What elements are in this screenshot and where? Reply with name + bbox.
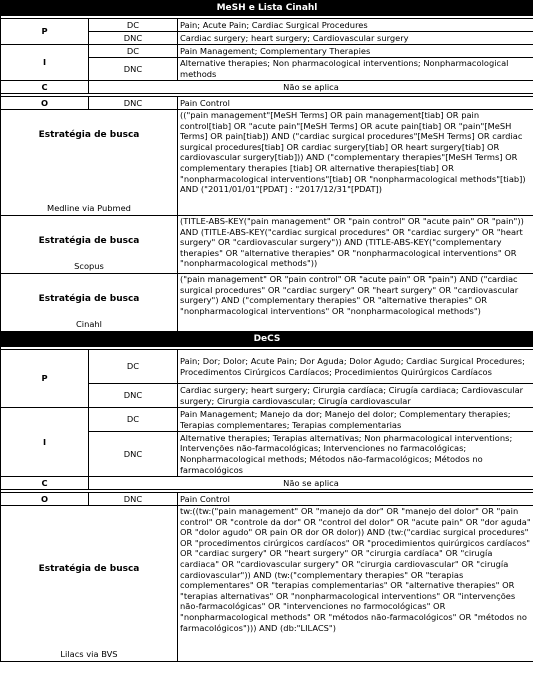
- strategy-label: Estratégia de busca: [38, 130, 140, 140]
- query-cinahl: ("pain management" OR "pain control" OR "acute pain" OR "pain") AND ("cardiac surgical procedures" OR "cardiac surgery" OR "heart surgery" OR "cardiovascular surgery") AND ("complementary therapies" OR "alternative therapies" OR "nonpharmacological interventions" OR "nonpharmacological methods"): [178, 274, 533, 332]
- strategy-label: Estratégia de busca: [38, 236, 140, 246]
- database-name: Cinahl: [75, 319, 102, 330]
- mesh-p-dc-text: Pain; Acute Pain; Cardiac Surgical Procedures: [178, 19, 533, 32]
- database-name: Scopus: [74, 261, 104, 272]
- decs-c-text: Não se aplica: [89, 477, 533, 490]
- mesh-o-key: O: [1, 97, 89, 110]
- decs-o-key: O: [1, 493, 89, 506]
- mesh-c-key: C: [1, 81, 89, 94]
- decs-i-dnc-text: Alternative therapies; Terapias alternativas; Non pharmacological interventions; Intervenções não-farmacológicas; Intervenciones no farmacológicas; Nonpharmacological methods; Métodos não-farmacológicos; Métodos no farmacológicos: [178, 432, 533, 477]
- strategy-cell-cinahl: [1, 274, 178, 332]
- strategy-cell-lilacs: [1, 506, 178, 662]
- strategy-label: Estratégia de busca: [38, 294, 140, 304]
- decs-i-dc-text: Pain Management; Manejo da dor; Manejo del dolor; Complementary therapies; Terapias complementares; Terapias complementarias: [178, 408, 533, 432]
- decs-o-dnc-label: DNC: [89, 493, 178, 506]
- mesh-p-key: P: [1, 19, 89, 45]
- mesh-p-dnc-label: DNC: [89, 32, 178, 45]
- strategy-cell-pubmed: [1, 110, 178, 216]
- decs-c-key: C: [1, 477, 89, 490]
- database-name: Medline via Pubmed: [47, 203, 131, 214]
- decs-p-dc-label: DC: [89, 350, 178, 384]
- query-lilacs: tw:((tw:("pain management" OR "manejo da dor" OR "manejo del dolor" OR "pain control" OR "controle da dor" OR "control del dolor" OR "acute pain" OR "dor aguda" OR "dolor agudo" OR pain OR dor OR dolor)) AND (tw:("cardiac surgical procedures" OR "procedimentos cirúrgicos cardíacos" OR "procedimientos quirúrgicos cardíacos" OR "cardiac surgery" OR "heart surgery" OR "cirurgia cardíaca" OR "cirugía cardiaca" OR "cardiovascular surgery" OR "cirurgia cardiovascular" OR "cirugía cardiovascular")) AND (tw:("complementary therapies" OR "terapias complementares" OR "terapias complementarias" OR "alternative therapies" OR "terapias alternativas" OR "nonpharmacological interventions" OR "intervenções não-farmacológicas" OR "intervenciones no farmocológicas" OR "nonpharmacological methods" OR "métodos não-farmacológicos" OR "métodos no farmacológicos"))) AND (db:"LILACS"): [178, 506, 533, 662]
- mesh-i-key: I: [1, 45, 89, 81]
- mesh-section-title: MeSH e Lista Cinahl: [1, 1, 533, 16]
- mesh-i-dc-text: Pain Management; Complementary Therapies: [178, 45, 533, 58]
- mesh-o-text: Pain Control: [178, 97, 533, 110]
- query-scopus: (TITLE-ABS-KEY("pain management" OR "pain control" OR "acute pain" OR "pain")) AND (TITLE-ABS-KEY("cardiac surgical procedures" OR "cardiac surgery" OR "heart surgery" OR "cardiovascular surgery")) AND (TITLE-ABS-KEY("complementary therapies" OR "alternative therapies" OR "nonpharmacological interventions" OR "nonpharmacological methods")): [178, 216, 533, 274]
- decs-i-dc-label: DC: [89, 408, 178, 432]
- decs-section-title: DeCS: [1, 332, 533, 347]
- mesh-o-dnc-label: DNC: [89, 97, 178, 110]
- strategy-cell-scopus: [1, 216, 178, 274]
- mesh-i-dc-label: DC: [89, 45, 178, 58]
- decs-p-dnc-label: DNC: [89, 384, 178, 408]
- decs-p-dc-text: Pain; Dor; Dolor; Acute Pain; Dor Aguda; Dolor Agudo; Cardiac Surgical Procedures; Procedimentos Cirúrgicos Cardíacos; Procedimientos Quirúrgicos Cardíacos: [178, 350, 533, 384]
- database-name: Lilacs via BVS: [60, 649, 118, 660]
- decs-p-dnc-text: Cardiac surgery; heart surgery; Cirurgia cardíaca; Cirugía cardiaca; Cardiovascular surgery; Cirurgia cardiovascular; Cirugía cardiovascular: [178, 384, 533, 408]
- decs-p-key: P: [1, 350, 89, 408]
- decs-i-dnc-label: DNC: [89, 432, 178, 477]
- mesh-i-dnc-text: Alternative therapies; Non pharmacological interventions; Nonpharmacological methods: [178, 58, 533, 81]
- mesh-c-text: Não se aplica: [89, 81, 533, 94]
- mesh-p-dnc-text: Cardiac surgery; heart surgery; Cardiovascular surgery: [178, 32, 533, 45]
- decs-o-text: Pain Control: [178, 493, 533, 506]
- query-pubmed: (("pain management"[MeSH Terms] OR pain management[tiab] OR pain control[tiab] OR "acute pain"[MeSH Terms] OR acute pain[tiab] OR "pain"[MeSH Terms] OR pain[tiab]) AND ("cardiac surgical procedures"[MeSH Terms] OR cardiac surgical procedures[tiab] OR cardiac surgery[tiab] OR heart surgery[tiab] OR cardiovascular surgery[tiab])) AND ("complementary therapies"[MeSH Terms] OR complementary therapies [tiab] OR alternative therapies[tiab] OR "nonpharmacological interventions"[tiab] OR "nonpharmacological methods"[tiab]) AND ("2011/01/01"[PDAT] : "2017/12/31"[PDAT]): [178, 110, 533, 216]
- mesh-p-dc-label: DC: [89, 19, 178, 32]
- decs-i-key: I: [1, 408, 89, 477]
- mesh-i-dnc-label: DNC: [89, 58, 178, 81]
- strategy-label: Estratégia de busca: [38, 564, 140, 574]
